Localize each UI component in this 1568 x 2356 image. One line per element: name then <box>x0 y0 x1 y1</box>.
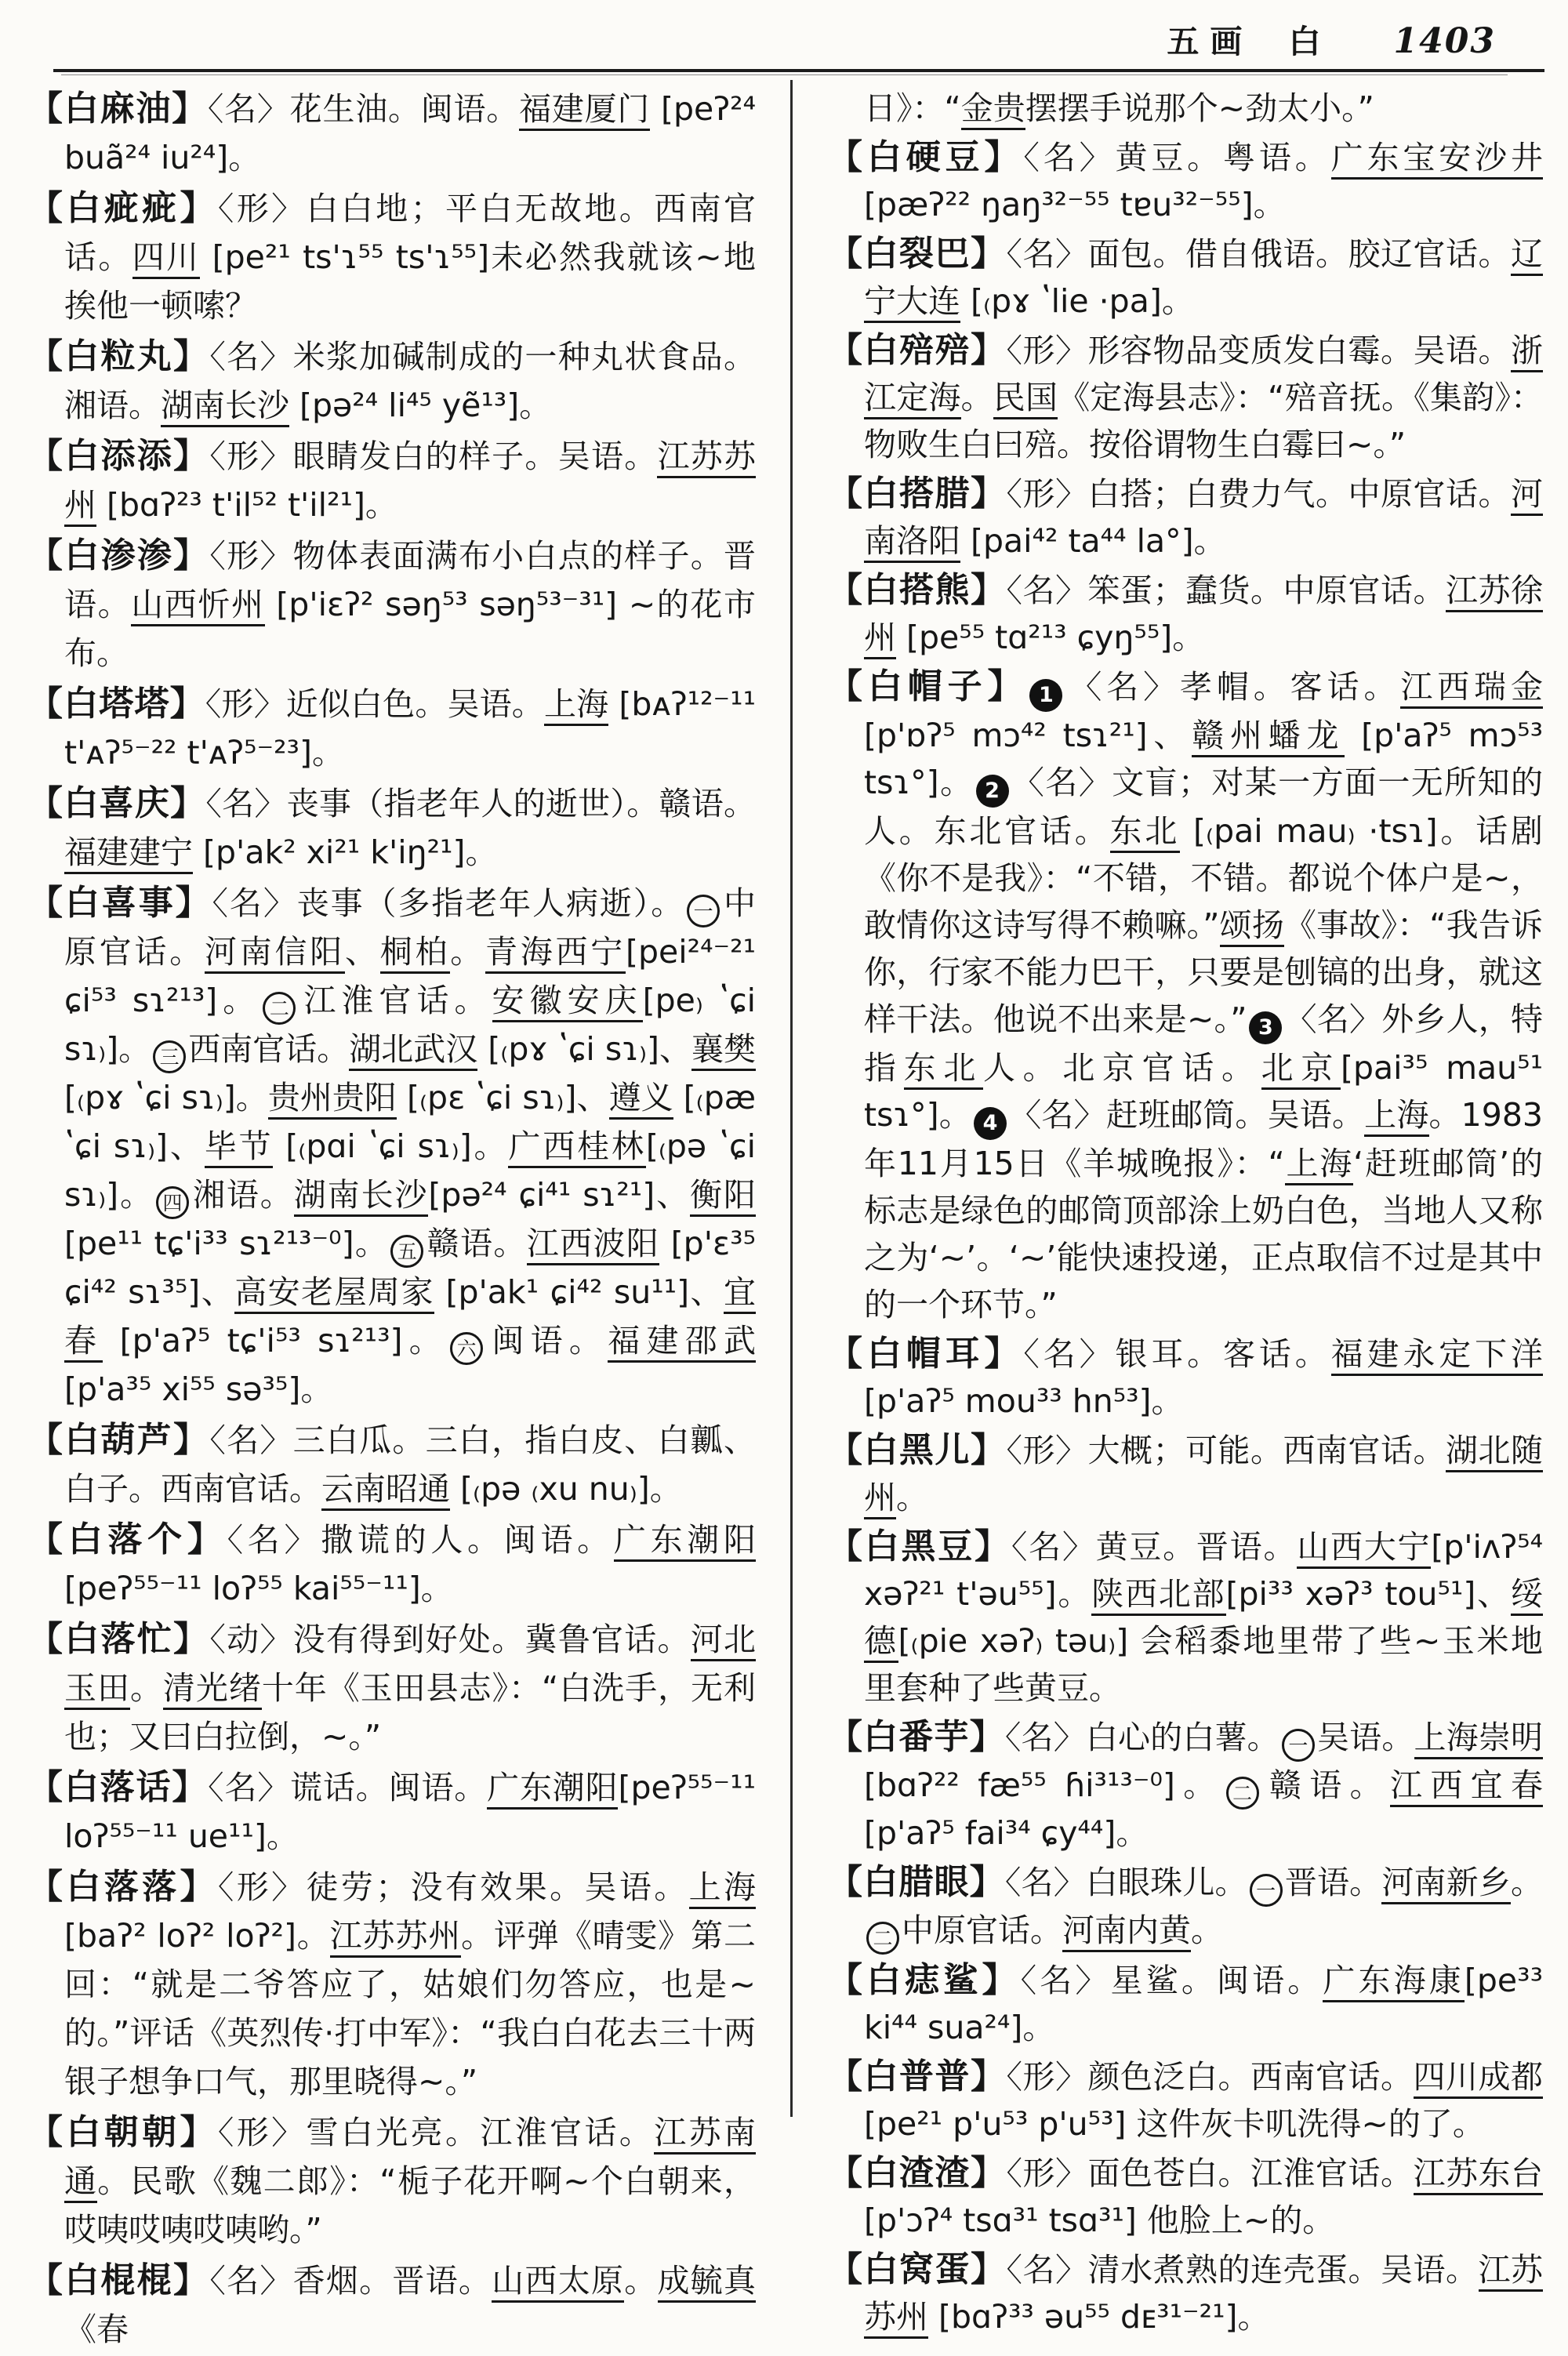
circled-number-outline: 二 <box>1226 1777 1259 1810</box>
entry-body: 日》：“金贵摆摆手说那个~劲太小。” <box>864 89 1374 130</box>
entry-headword: 【白普普】 <box>828 2057 1007 2096</box>
dict-entry <box>28 779 756 877</box>
proper-noun-underline: 宜春 <box>64 1273 756 1363</box>
proper-noun-underline: 辽宁大连 <box>864 235 1543 323</box>
dict-entry <box>28 1516 756 1613</box>
header-rule <box>53 69 1544 72</box>
entry-body: 〈形〉眼睛发白的样子。吴语。江苏苏州 [bɑʔ²³ t'il⁵² t'il²¹]。 <box>64 437 756 527</box>
dict-entry <box>28 2108 756 2254</box>
proper-noun-underline: 上海 <box>544 685 608 726</box>
entry-body: 〈名〉丧事（多指老年人病逝）。 一 中原官话。河南信阳、桐柏。青海西宁[pei²⁴⁻²¹ ɕi⁵³ sɿ²¹³]。 二 江淮官话。安徽安庆[pe₎ ʽɕi sɿ₎]。 三 西南官话。湖北武汉 [₍pɤ ʽɕi sɿ₎]、襄樊 [₍pɤ ʽɕi sɿ₎]。贵州贵阳 [₍pɛ ʽɕi sɿ₎]、遵义 [₍pæ ʽɕi sɿ₎]、毕节 [₍pɑi ʽɕi sɿ₎]。广西桂林[₍pə ʽɕi sɿ₎]。 四 湘语。湖南长沙[pə²⁴ ɕi⁴¹ sɿ²¹]、衡阳 [pe¹¹ tɕ'i³³ sɿ²¹³⁻⁰]。 五 赣语。江西波阳 [p'ɛ³⁵ ɕi⁴² sɿ³⁵]、高安老屋周家 [p'ak¹ ɕi⁴² su¹¹]、宜春 [p'aʔ⁵ tɕ'i⁵³ sɿ²¹³]。 六 闽语。福建邵武 [p'a³⁵ xi⁵⁵ sə³⁵]。 <box>64 884 757 1408</box>
entry-headword: 【白落忙】 <box>28 1619 210 1659</box>
column-divider <box>790 80 793 2117</box>
entry-headword: 【白黑豆】 <box>828 1526 1011 1566</box>
dict-entry-continuation <box>828 85 1543 132</box>
circled-number-filled: 2 <box>976 775 1009 808</box>
entry-headword: 【白喜庆】 <box>28 783 206 823</box>
entry-body: 〈名〉香烟。晋语。山西太原。成毓真《春 <box>64 2262 757 2348</box>
proper-noun-underline: 上海崇明 <box>1414 1719 1544 1759</box>
proper-noun-underline: 福建永定下洋 <box>1331 1335 1543 1376</box>
entry-headword: 【白搭熊】 <box>828 570 1007 610</box>
proper-noun-underline: 四川 <box>132 238 201 279</box>
proper-noun-underline: 福建邵武 <box>608 1322 756 1363</box>
proper-noun-underline: 河南内黄 <box>1062 1911 1191 1952</box>
dict-entry <box>28 680 756 777</box>
circled-number-outline: 六 <box>450 1332 483 1365</box>
entry-body: 〈名〉三白瓜。三白，指白皮、白瓤、白子。西南官话。云南昭通 [₍pə ₍xu nu₎]。 <box>64 1421 756 1511</box>
proper-noun-underline: 广东宝安沙井 <box>1331 139 1543 180</box>
proper-noun-underline: 江苏苏州 <box>330 1917 461 1958</box>
proper-noun-underline: 广东海康 <box>1323 1962 1465 2002</box>
entry-body: 〈名〉米浆加碱制成的一种丸状食品。湘语。湖南长沙 [pə²⁴ li⁴⁵ yẽ¹³]。 <box>64 338 756 427</box>
proper-noun-underline: 毕节 <box>205 1127 274 1168</box>
dict-entry <box>28 1615 756 1761</box>
entry-body: 〈名〉清水煮熟的连壳蛋。吴语。江苏苏州 [bɑʔ³³ əu⁵⁵ dᴇ³¹⁻²¹]。 <box>864 2251 1543 2339</box>
entry-body: 〈动〉没有得到好处。冀鲁官话。河北玉田。清光绪十年《玉田县志》：“白洗手，无利也；又曰白拉倒，~。” <box>64 1621 757 1755</box>
dict-entry <box>828 327 1543 468</box>
dict-entry <box>828 470 1543 564</box>
proper-noun-underline: 河南信阳 <box>205 933 345 974</box>
entry-body: 〈名〉银耳。客话。福建永定下洋 [p'aʔ⁵ mou³³ hn⁵³]。 <box>864 1335 1544 1420</box>
dict-entry <box>828 2150 1543 2244</box>
proper-noun-underline: 江苏南通 <box>64 2114 756 2203</box>
entry-headword: 【白落落】 <box>28 1867 218 1907</box>
entry-headword: 【白落个】 <box>28 1519 227 1559</box>
entry-headword: 【白葫芦】 <box>28 1420 210 1460</box>
radical-label: 白 <box>1288 23 1321 60</box>
entry-body: 〈名〉星鲨。闽语。广东海康[pe³³ ki⁴⁴ sua²⁴]。 <box>864 1962 1544 2046</box>
dict-entry <box>28 879 756 1414</box>
proper-noun-underline: 遵义 <box>609 1079 673 1120</box>
entry-body: 〈名〉白心的白薯。 一 吴语。上海崇明 [bɑʔ²² fæ⁵⁵ ɦi³¹³⁻⁰]。 二 赣语。江西宜春[p'aʔ⁵ fai³⁴ ɕy⁴⁴]。 <box>864 1719 1544 1852</box>
entry-body: 〈名〉丧事（指老年人的逝世）。赣语。福建建宁 [p'ak² xi²¹ k'iŋ²¹]。 <box>64 785 756 874</box>
proper-noun-underline: 陕西北部 <box>1091 1575 1225 1616</box>
entry-headword: 【白搭腊】 <box>828 474 1007 514</box>
proper-noun-underline: 东北 <box>1110 812 1181 853</box>
proper-noun-underline: 上海 <box>1285 1145 1353 1185</box>
entry-body: 〈形〉颜色泛白。西南官话。四川成都 [pe²¹ p'u⁵³ p'u⁵³] 这件灰卡叽洗得~的了。 <box>864 2058 1543 2143</box>
proper-noun-underline: 江苏苏州 <box>64 437 756 527</box>
entry-body: 〈名〉黄豆。晋语。山西大宁[p'iʌʔ⁵⁴ xəʔ²¹ t'əu⁵⁵]。陕西北部[pi³³ xəʔ³ tou⁵¹]、绥德[₍pie xəʔ₎ təu₎] 会稻黍地里带了些~玉米地里套种了些黄豆。 <box>864 1528 1544 1707</box>
entry-headword: 【白添添】 <box>28 436 210 476</box>
dict-entry <box>28 1763 756 1860</box>
proper-noun-underline: 金贵 <box>961 89 1025 130</box>
entry-body: 〈名〉黄豆。粤语。广东宝安沙井 [pæʔ²² ŋaŋ³²⁻⁵⁵ tɐu³²⁻⁵⁵]。 <box>864 139 1544 223</box>
entry-headword: 【白渗渗】 <box>28 535 210 575</box>
entry-headword: 【白黑儿】 <box>828 1430 1007 1470</box>
proper-noun-underline: 山西太原 <box>492 2262 624 2303</box>
proper-noun-underline: 湖北随州 <box>864 1432 1543 1519</box>
page-header <box>1167 16 1496 62</box>
dict-entry <box>828 1330 1543 1425</box>
proper-noun-underline: 襄樊 <box>691 1030 756 1071</box>
circled-number-outline: 一 <box>1282 1729 1315 1762</box>
entry-headword: 【白裂巴】 <box>828 234 1007 274</box>
dict-entry <box>828 1957 1543 2051</box>
dict-entry <box>28 332 756 430</box>
entry-body: 1 〈名〉孝帽。客话。江西瑞金 [p'ɒʔ⁵ mɔ⁴² tsɿ²¹]、赣州蟠龙 [p'aʔ⁵ mɔ⁵³ tsɿ°]。 2 〈名〉文盲；对某一方面一无所知的人。东北官话。东北 [₍pai mau₎ ·tsɿ]。话剧《你不是我》：“不错，不错。都说个体户是~，敢情你这诗写得不赖嘛。”颂扬《事故》：“我告诉你，行家不能力巴干，只要是刨镐的出身，就这样干法。他说不出来是~。” 3 〈名〉外乡人，特指东北人。北京官话。北京[pai³⁵ mau⁵¹ tsɿ°]。 4 〈名〉赶班邮筒。吴语。上海。1983年11月15日《羊城晚报》：“上海‘赶班邮筒’的标志是绿色的邮筒顶部涂上奶白色，当地人又称之为‘~’。‘~’能快速投递，正点取信不过是其中的一个环节。” <box>864 668 1544 1323</box>
entry-body: 〈名〉花生油。闽语。福建厦门 [peʔ²⁴ buã²⁴ iu²⁴]。 <box>64 90 757 176</box>
right-column <box>828 85 1543 2343</box>
dict-entry <box>28 532 756 677</box>
proper-noun-underline: 福建厦门 <box>519 90 650 131</box>
proper-noun-underline: 民国 <box>993 379 1058 419</box>
dict-entry <box>828 1714 1543 1857</box>
proper-noun-underline: 青海西宁 <box>485 933 626 974</box>
entry-body: 〈形〉形容物品变质发白霉。吴语。浙江定海。民国《定海县志》：“殕音抚。《集韵》：物败生白曰殕。按俗谓物生白霉曰~。” <box>864 332 1544 463</box>
proper-noun-underline: 河南洛阳 <box>864 475 1543 563</box>
proper-noun-underline: 浙江定海 <box>864 332 1543 419</box>
proper-noun-underline: 清光绪 <box>163 1669 262 1710</box>
proper-noun-underline: 北京 <box>1261 1049 1341 1090</box>
proper-noun-underline: 成毓真 <box>658 2262 757 2303</box>
proper-noun-underline: 山西大宁 <box>1297 1528 1431 1569</box>
entry-headword: 【白帽耳】 <box>828 1334 1024 1374</box>
circled-number-outline: 一 <box>1250 1874 1283 1907</box>
proper-noun-underline: 江苏东台 <box>1414 2155 1544 2195</box>
dict-entry <box>828 1427 1543 1521</box>
proper-noun-underline: 绥德 <box>864 1575 1543 1663</box>
dict-entry <box>28 184 756 330</box>
entry-body: 〈形〉徒劳；没有效果。吴语。上海 [baʔ² loʔ² loʔ²]。江苏苏州。评弹《晴雯》第二回：“就是二爷答应了，姑娘们勿答应，也是~的。”评话《英烈传·打中军》：“我白白花去三十两银子想争口气，那里晓得~。” <box>64 1868 757 2100</box>
entry-body: 〈名〉笨蛋；蠢货。中原官话。江苏徐州 [pe⁵⁵ tɑ²¹³ ɕyŋ⁵⁵]。 <box>864 572 1543 659</box>
dict-entry <box>828 567 1543 661</box>
proper-noun-underline: 高安老屋周家 <box>234 1273 434 1314</box>
entry-body: 〈形〉白搭；白费力气。中原官话。河南洛阳 [pai⁴² ta⁴⁴ la°]。 <box>864 475 1543 563</box>
entry-headword: 【白腊眼】 <box>828 1862 1005 1902</box>
entry-body: 〈名〉撒谎的人。闽语。广东潮阳[peʔ⁵⁵⁻¹¹ loʔ⁵⁵ kai⁵⁵⁻¹¹]。 <box>64 1521 757 1607</box>
dict-entry <box>828 1523 1543 1712</box>
dict-entry <box>28 1863 756 2106</box>
proper-noun-underline: 衡阳 <box>690 1176 756 1217</box>
entry-body: 〈形〉近似白色。吴语。上海 [bᴀʔ¹²⁻¹¹ t'ᴀʔ⁵⁻²² t'ᴀʔ⁵⁻²³]。 <box>64 685 757 771</box>
entry-headword: 【白麻油】 <box>28 89 208 129</box>
proper-noun-underline: 湖北武汉 <box>349 1030 477 1071</box>
proper-noun-underline: 江西宜春 <box>1390 1766 1543 1807</box>
entry-headword: 【白痣鲨】 <box>828 1960 1021 2000</box>
entry-headword: 【白渣渣】 <box>828 2153 1007 2193</box>
circled-number-filled: 3 <box>1249 1011 1282 1044</box>
dict-entry <box>28 1416 756 1513</box>
entry-body: 〈形〉雪白光亮。江淮官话。江苏南通。民歌《魏二郎》：“栀子花开啊~个白朝来，哎咦哎咦哎咦哟。” <box>64 2114 756 2249</box>
circled-number-outline: 二 <box>866 1922 899 1955</box>
dict-entry <box>828 134 1543 228</box>
proper-noun-underline: 江西瑞金 <box>1400 668 1543 709</box>
stroke-section-label: 五画 <box>1167 23 1254 60</box>
entry-headword: 【白帽子】 <box>828 666 1028 706</box>
dict-entry <box>28 85 756 182</box>
entry-headword: 【白塔塔】 <box>28 684 205 724</box>
proper-noun-underline: 贵州贵阳 <box>268 1079 397 1120</box>
proper-noun-underline: 上海 <box>689 1868 756 1909</box>
page-number: 1403 <box>1393 21 1496 61</box>
circled-number-outline: 三 <box>153 1040 186 1073</box>
entry-headword: 【白粒丸】 <box>28 336 210 376</box>
proper-noun-underline: 颂扬 <box>1220 906 1284 947</box>
proper-noun-underline: 上海 <box>1364 1096 1428 1137</box>
circled-number-filled: 1 <box>1029 679 1062 712</box>
entry-body: 〈形〉白白地；平白无故地。西南官话。四川 [pe²¹ ts'ɿ⁵⁵ ts'ɿ⁵⁵]未必然我就该~地挨他一顿嗦？ <box>64 190 756 325</box>
left-column <box>28 85 756 2356</box>
proper-noun-underline: 江西波阳 <box>527 1225 659 1265</box>
entry-body: 〈形〉物体表面满布小白点的样子。晋语。山西忻州 [p'iɛʔ² səŋ⁵³ səŋ⁵³⁻³¹] ~的花市布。 <box>64 537 757 672</box>
entry-headword: 【白喜事】 <box>28 883 212 923</box>
entry-headword: 【白窝蛋】 <box>828 2249 1007 2289</box>
proper-noun-underline: 福建建宁 <box>64 833 193 874</box>
proper-noun-underline: 江苏徐州 <box>864 572 1543 659</box>
proper-noun-underline: 江苏苏州 <box>864 2251 1543 2339</box>
proper-noun-underline: 湖南长沙 <box>161 387 289 427</box>
proper-noun-underline: 广东潮阳 <box>614 1521 756 1562</box>
entry-headword: 【白朝朝】 <box>28 2112 218 2152</box>
proper-noun-underline: 云南昭通 <box>321 1470 450 1511</box>
entry-body: 〈形〉面色苍白。江淮官话。江苏东台 [p'ɔʔ⁴ tsɑ³¹ tsɑ³¹] 他脸上~的。 <box>864 2155 1543 2239</box>
dict-entry <box>828 1859 1543 1955</box>
entry-body: 〈形〉大概；可能。西南官话。湖北随州。 <box>864 1432 1543 1519</box>
circled-number-outline: 五 <box>390 1235 423 1268</box>
entry-headword: 【白落话】 <box>28 1767 209 1807</box>
entry-headword: 【白殕殕】 <box>828 330 1007 370</box>
entry-body: 〈名〉白眼珠儿。 一 晋语。河南新乡。二 中原官话。河南内黄。 <box>864 1864 1543 1949</box>
dict-entry <box>828 663 1543 1328</box>
dict-entry <box>828 2053 1543 2147</box>
proper-noun-underline: 桐柏 <box>380 933 451 974</box>
dict-entry <box>828 231 1543 325</box>
entry-headword: 【白番芋】 <box>828 1717 1005 1757</box>
circled-number-outline: 一 <box>687 895 720 928</box>
circled-number-outline: 二 <box>263 992 296 1025</box>
proper-noun-underline: 广西桂林 <box>508 1127 645 1168</box>
proper-noun-underline: 东北 <box>904 1049 983 1090</box>
dict-entry <box>28 2256 756 2354</box>
proper-noun-underline: 山西忻州 <box>131 586 264 626</box>
proper-noun-underline: 河北玉田 <box>64 1621 756 1710</box>
dict-entry <box>828 2246 1543 2340</box>
proper-noun-underline: 湖南长沙 <box>294 1176 429 1217</box>
proper-noun-underline: 广东潮阳 <box>487 1769 618 1810</box>
proper-noun-underline: 四川成都 <box>1414 2058 1544 2099</box>
entry-headword: 【白硬豆】 <box>828 137 1024 177</box>
entry-body: 〈名〉面包。借自俄语。胶辽官话。辽宁大连 [₍pɤ ʽlie ·pa]。 <box>864 235 1543 323</box>
proper-noun-underline: 赣州蟠龙 <box>1192 717 1345 757</box>
proper-noun-underline: 安徽安庆 <box>492 982 643 1022</box>
entry-headword: 【白疵疵】 <box>28 188 218 228</box>
circled-number-outline: 四 <box>156 1186 189 1219</box>
entry-body: 〈名〉谎话。闽语。广东潮阳[peʔ⁵⁵⁻¹¹ loʔ⁵⁵⁻¹¹ ue¹¹]。 <box>64 1769 757 1855</box>
proper-noun-underline: 河南新乡 <box>1381 1864 1511 1904</box>
entry-headword: 【白棍棍】 <box>28 2260 210 2300</box>
circled-number-filled: 4 <box>974 1107 1007 1140</box>
dict-entry <box>28 432 756 529</box>
